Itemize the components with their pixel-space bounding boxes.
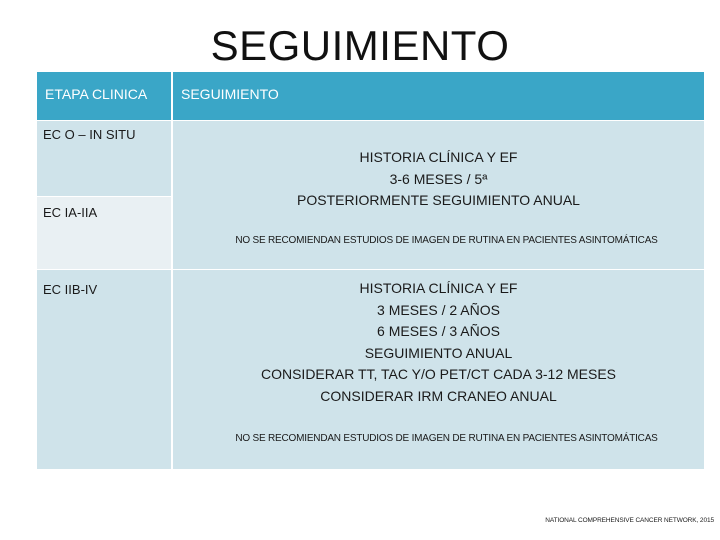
followup-early-lines: [173, 147, 704, 212]
followup-line: 3 MESES / 2 AÑOS: [377, 301, 500, 318]
followup-line: SEGUIMIENTO ANUAL: [364, 344, 513, 361]
followup-line: 6 MESES / 3 AÑOS: [377, 323, 500, 339]
followup-line: 3-6 MESES / 5ª: [389, 170, 488, 187]
followup-line: CONSIDERAR IRM CRANEO ANUAL: [320, 387, 557, 404]
stage-in-situ: EC O – IN SITU: [37, 121, 171, 196]
followup-line: CONSIDERAR TT, TAC Y/O PET/CT CADA 3-12 MESES: [260, 366, 617, 382]
header-followup: SEGUIMIENTO: [173, 72, 704, 120]
imaging-note: NO SE RECOMIENDAN ESTUDIOS DE IMAGEN DE RUTINA EN PACIENTES ASINTOMÁTICAS: [235, 235, 658, 246]
followup-line: POSTERIORMENTE SEGUIMIENTO ANUAL: [297, 192, 580, 208]
source-citation: NATIONAL COMPREHENSIVE CANCER NETWORK, 2015: [545, 517, 714, 524]
stage-ia-iia: EC IA-IIA: [37, 197, 171, 269]
imaging-note: NO SE RECOMIENDAN ESTUDIOS DE IMAGEN DE RUTINA EN PACIENTES ASINTOMÁTICAS: [235, 433, 658, 444]
followup-line: HISTORIA CLÍNICA Y EF: [359, 280, 518, 296]
followup-early-stage: [173, 121, 704, 269]
header-stage: ETAPA CLINICA: [37, 72, 171, 120]
followup-advanced-lines: [173, 278, 704, 407]
followup-advanced-stage: [173, 270, 704, 469]
followup-line: HISTORIA CLÍNICA Y EF: [359, 149, 518, 165]
page-title: SEGUIMIENTO: [210, 22, 510, 69]
stage-iib-iv: EC IIB-IV: [37, 270, 171, 469]
